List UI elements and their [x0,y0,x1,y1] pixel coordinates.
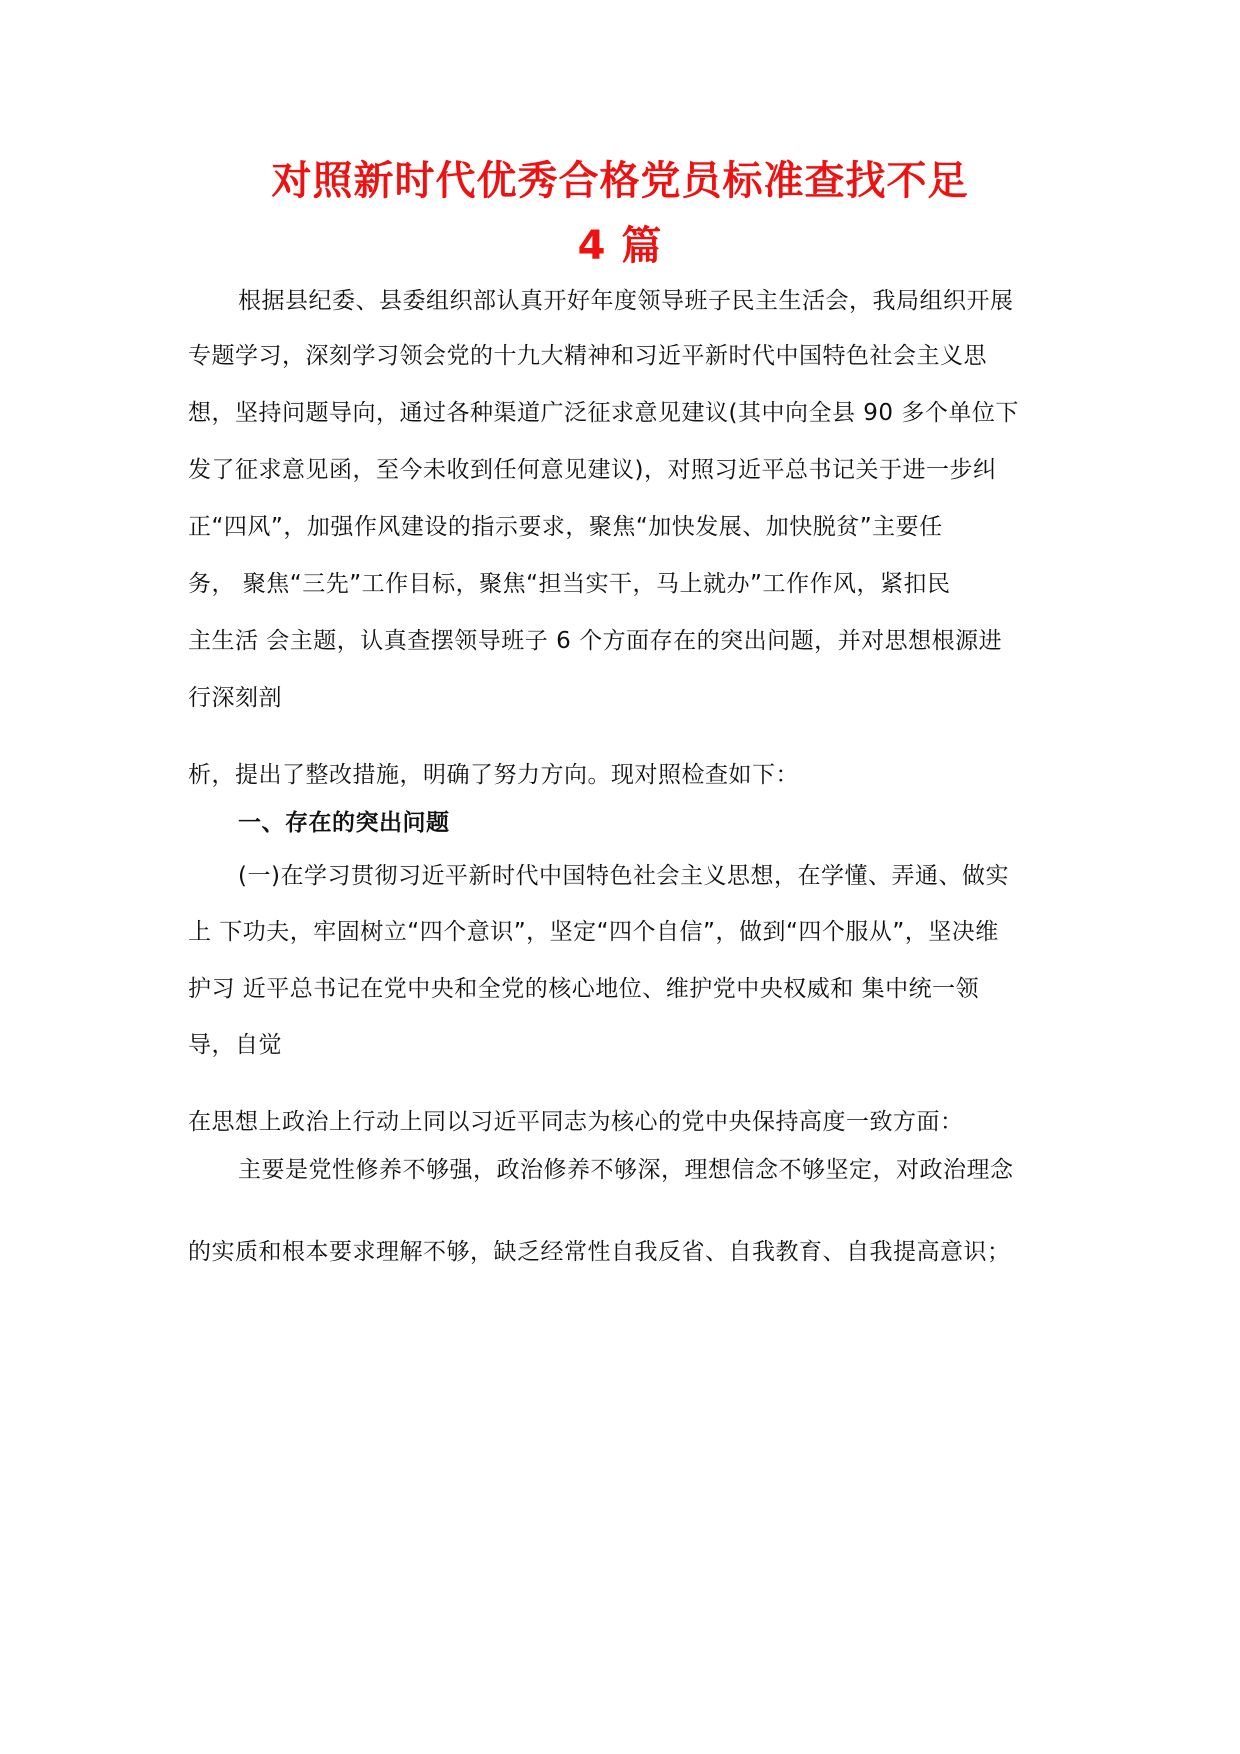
paragraph-line: 护习 近平总书记在党中央和全党的核心地位、维护党中央权威和 集中统一领 [188,976,980,1002]
paragraph-line: 行深刻剖 [188,685,282,711]
paragraph-line: 导，自觉 [188,1032,282,1058]
document-title: 对照新时代优秀合格党员标准查找不足 [271,158,969,204]
paragraph-line: 的实质和根本要求理解不够，缺乏经常性自我反省、自我教育、自我提高意识； [188,1239,1011,1265]
paragraph-line: (一)在学习贯彻习近平新时代中国特色社会主义思想，在学懂、弄通、做实 [238,863,1009,889]
document-title-count: 4 篇 [577,223,663,269]
paragraph-line: 正“四风”，加强作风建设的指示要求，聚焦“加快发展、加快脱贫”主要任 [188,514,943,540]
paragraph-line: 上 下功夫，牢固树立“四个意识”，坚定“四个自信”，做到“四个服从”，坚决维 [188,919,999,945]
paragraph-line: 想，坚持问题导向，通过各种渠道广泛征求意见建议(其中向全县 90 多个单位下 [188,400,1019,426]
paragraph-line: 务， 聚焦“三先”工作目标，聚焦“担当实干，马上就办”工作作风，紧扣民 [188,571,951,597]
paragraph-line: 根据县纪委、县委组织部认真开好年度领导班子民主生活会，我局组织开展 [238,288,1014,314]
paragraph-line: 主生活 会主题，认真查摆领导班子 6 个方面存在的突出问题，并对思想根源进 [188,628,1003,654]
paragraph-line: 专题学习，深刻学习领会党的十九大精神和习近平新时代中国特色社会主义思 [188,343,987,369]
paragraph-line: 主要是党性修养不够强，政治修养不够深，理想信念不够坚定，对政治理念 [238,1157,1014,1183]
section-heading: 一、存在的突出问题 [238,810,450,836]
paragraph-line: 在思想上政治上行动上同以习近平同志为核心的党中央保持高度一致方面： [188,1109,964,1135]
paragraph-line: 析，提出了整改措施，明确了努力方向。现对照检查如下： [188,762,799,788]
paragraph-line: 发了征求意见函，至今未收到任何意见建议)，对照习近平总书记关于进一步纠 [188,457,997,483]
